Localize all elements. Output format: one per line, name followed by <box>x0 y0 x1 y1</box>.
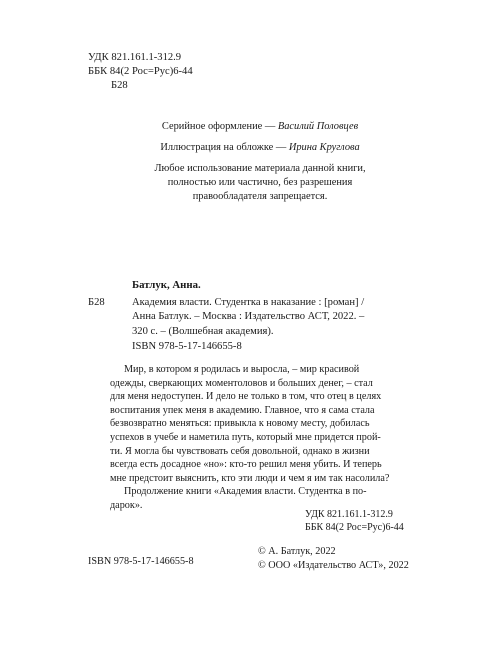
rights-notice-line: полностью или частично, без разрешения <box>167 177 353 188</box>
bibliographic-description <box>132 296 402 339</box>
annotation-line: безвозвратно меняться: привыкла к новому месту, добилась <box>110 418 370 430</box>
copyright-author: © А. Батлук, 2022 <box>258 546 336 557</box>
credits-block <box>110 120 410 204</box>
bibliographic-author-mark: Б28 <box>88 297 105 308</box>
annotation-block <box>110 363 405 513</box>
annotation-line: дарок». <box>110 499 143 511</box>
bbk-code-footer: ББК 84(2 Рос=Рус)6-44 <box>305 522 404 533</box>
series-design-credit: Серийное оформление — Василий Половцев <box>161 121 359 132</box>
annotation-line: воспитания упек меня в академию. Главное, что я сама стала <box>110 404 375 416</box>
annotation-line: для меня недоступен. И дело не только в том, что отец в целях <box>110 391 382 403</box>
copyright-publisher: © ООО «Издательство АСТ», 2022 <box>258 559 409 571</box>
annotation-line: Мир, в котором я родилась и выросла, – мир красивой <box>124 364 360 375</box>
bbk-code: ББК 84(2 Рос=Рус)6-44 <box>88 66 193 77</box>
description-line: Академия власти. Студентка в наказание : [роман] / <box>132 297 365 308</box>
annotation-line: всегда есть досадное «но»: кто-то решил меня убить. И теперь <box>110 459 382 471</box>
annotation-line: одежды, сверкающих моментоловов и больших денег, – стал <box>110 377 373 389</box>
author-mark: Б28 <box>111 80 128 91</box>
cover-illustration-credit: Иллюстрация на обложке — Ирина Круглова <box>160 142 360 153</box>
annotation-line: мне предстоит выяснить, кто эти люди и чем я им так насолила? <box>110 472 390 484</box>
annotation-line: успехов в учебе и наметила путь, который мне придется прой- <box>110 431 381 443</box>
udk-bbk-footer <box>305 508 404 534</box>
udk-code: УДК 821.161.1-312.9 <box>88 52 182 63</box>
rights-notice-line: Любое использование материала данной книги, <box>154 163 366 174</box>
description-line: Анна Батлук. – Москва : Издательство АСТ, 2022. – <box>132 311 365 323</box>
annotation-line: Продолжение книги «Академия власти. Студентка в по- <box>124 486 367 498</box>
rights-notice-line: правообладателя запрещается. <box>192 191 328 202</box>
description-line: 320 с. – (Волшебная академия). <box>132 325 274 337</box>
bibliographic-isbn: ISBN 978-5-17-146655-8 <box>132 341 242 352</box>
udk-bbk-block <box>88 51 193 93</box>
udk-code-footer: УДК 821.161.1-312.9 <box>305 509 393 520</box>
isbn-footer: ISBN 978-5-17-146655-8 <box>88 556 194 567</box>
copyright-block <box>258 545 409 572</box>
annotation-line: ти. Я могла бы чувствовать себя довольной, однако в жизни <box>110 445 370 457</box>
bibliographic-author: Батлук, Анна. <box>132 279 201 291</box>
